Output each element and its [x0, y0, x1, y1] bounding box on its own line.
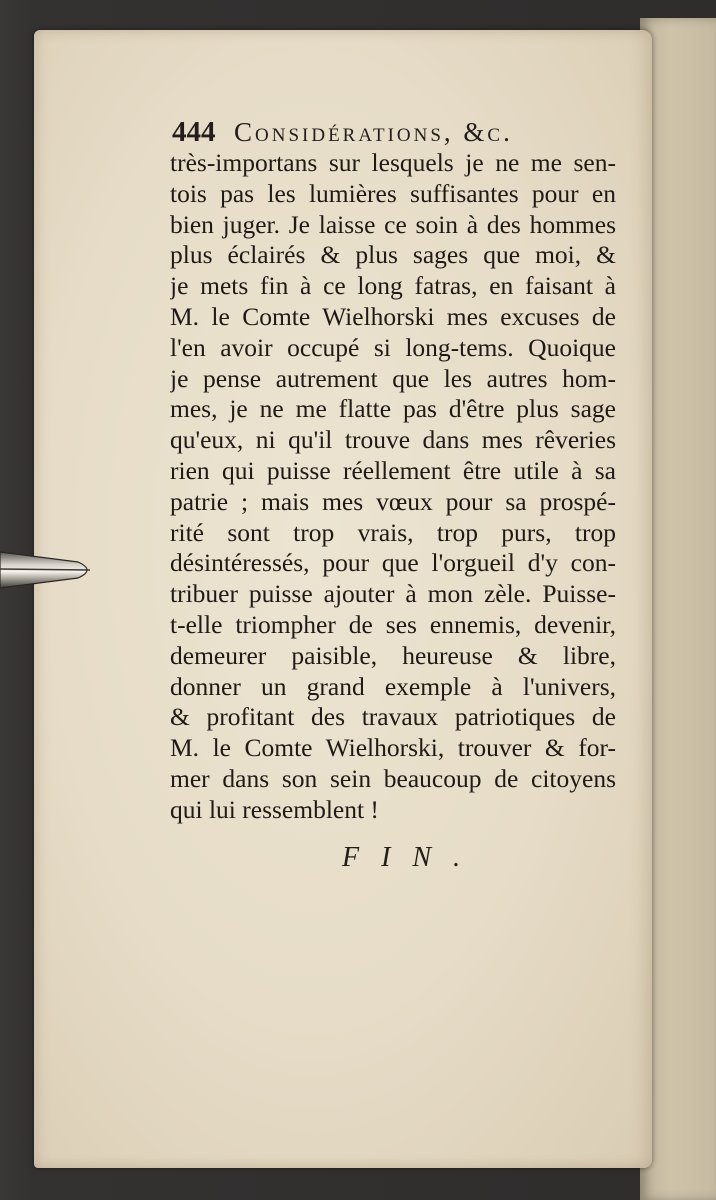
page-number: 444	[172, 116, 216, 148]
text-line: plus éclairés & plus sages que moi, &	[170, 240, 616, 270]
text-line: très-importans sur lesquels je ne me sen-	[170, 148, 616, 177]
text-line: demeurer paisible, heureuse & libre,	[170, 640, 616, 670]
running-title: Considérations, &c.	[234, 117, 513, 147]
text-line: tois pas les lumières suffisantes pour en	[170, 178, 616, 208]
text-line-last: qui lui ressemblent !	[170, 794, 379, 824]
body-text	[170, 148, 616, 826]
text-line: l'en avoir occupé si long-tems. Quoique	[170, 332, 616, 362]
text-line: & profitant des travaux patriotiques de	[170, 702, 616, 732]
metal-page-clip	[0, 540, 100, 600]
running-head	[172, 112, 612, 152]
text-line: M. le Comte Wielhorski, trouver & for-	[170, 733, 616, 763]
text-line: mer dans son sein beaucoup de citoyens	[170, 763, 616, 793]
fin-mark: FIN.	[342, 842, 483, 873]
text-line: rien qui puisse réellement être utile à sa	[170, 455, 616, 485]
text-line: M. le Comte Wielhorski mes excuses de	[170, 301, 616, 331]
text-line: désintéressés, pour que l'orgueil d'y con-	[170, 548, 616, 578]
text-line: rité sont trop vrais, trop purs, trop	[170, 517, 616, 547]
text-line: t-elle triompher de ses ennemis, devenir,	[170, 609, 616, 639]
text-line: je pense autrement que les autres hom-	[170, 363, 616, 393]
text-line: je mets fin à ce long fatras, en faisant à	[170, 271, 616, 301]
text-line: mes, je ne me flatte pas d'être plus sage	[170, 394, 616, 424]
text-line: qu'eux, ni qu'il trouve dans mes rêveries	[170, 425, 616, 455]
text-line: tribuer puisse ajouter à mon zèle. Puisse-	[170, 579, 616, 609]
text-line: donner un grand exemple à l'univers,	[170, 671, 616, 701]
text-line: bien juger. Je laisse ce soin à des hommes	[170, 209, 616, 239]
text-line: patrie ; mais mes vœux pour sa prospé-	[170, 486, 616, 516]
